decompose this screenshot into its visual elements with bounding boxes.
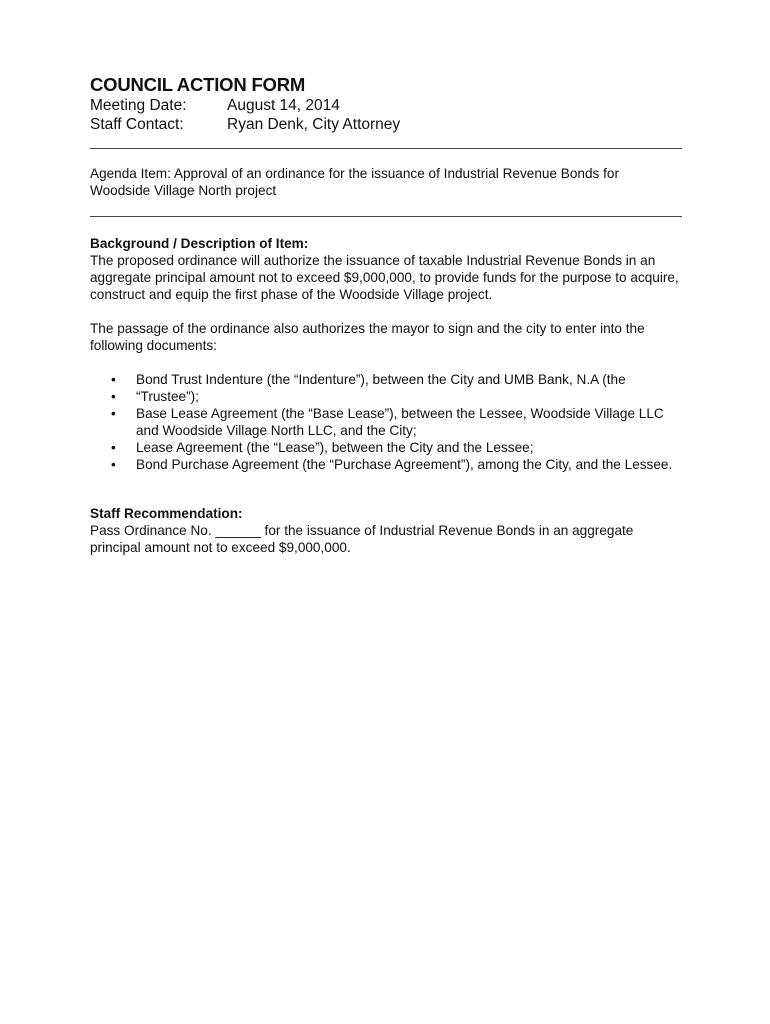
staff-contact-label: Staff Contact: — [90, 116, 184, 133]
list-item — [90, 439, 682, 456]
recommendation-heading: Staff Recommendation: — [90, 506, 243, 521]
document-item-text: Lease Agreement (the “Lease”), between the City and the Lessee; — [136, 440, 534, 455]
bullet-icon: • — [111, 440, 116, 455]
list-item — [90, 388, 682, 405]
header-divider — [90, 148, 682, 149]
background-paragraph-1: The proposed ordinance will authorize the issuance of taxable Industrial Revenue Bonds in an aggregate principal amount not to exceed $9,000,000, to provide funds for the purpose to acquire, construct and equip the first phase of the Woodside Village project. — [90, 253, 679, 302]
document-item-text: “Trustee”); — [136, 389, 199, 404]
meeting-date-label: Meeting Date: — [90, 97, 187, 114]
staff-contact-value: Ryan Denk, City Attorney — [227, 116, 401, 133]
agenda-divider — [90, 216, 682, 217]
staff-contact-row — [90, 115, 682, 134]
documents-list — [90, 371, 682, 473]
list-item — [90, 371, 682, 388]
agenda-item: Agenda Item: Approval of an ordinance for the issuance of Industrial Revenue Bonds for Woodside Village North project — [90, 166, 619, 198]
list-item — [90, 405, 682, 439]
list-item — [90, 456, 682, 473]
recommendation-text: Pass Ordinance No. ______ for the issuance of Industrial Revenue Bonds in an aggregate principal amount not to exceed $9,000,000. — [90, 523, 634, 555]
bullet-icon: • — [111, 406, 116, 421]
background-heading: Background / Description of Item: — [90, 236, 309, 251]
background-paragraph-2: The passage of the ordinance also authorizes the mayor to sign and the city to enter into the following documents: — [90, 321, 645, 353]
bullet-icon: • — [111, 457, 116, 472]
meeting-date-value: August 14, 2014 — [227, 97, 340, 114]
council-action-form — [90, 74, 682, 556]
meeting-date-row — [90, 96, 682, 115]
document-item-text: Bond Purchase Agreement (the “Purchase Agreement”), among the City, and the Lessee. — [136, 457, 673, 472]
form-title: COUNCIL ACTION FORM — [90, 74, 306, 95]
bullet-icon: • — [111, 372, 116, 387]
document-item-text: Bond Trust Indenture (the “Indenture”), between the City and UMB Bank, N.A (the — [136, 372, 626, 387]
document-item-text: Base Lease Agreement (the “Base Lease”), between the Lessee, Woodside Village LLC and Woodside Village North LLC, and the City; — [136, 406, 664, 438]
bullet-icon: • — [111, 389, 116, 404]
